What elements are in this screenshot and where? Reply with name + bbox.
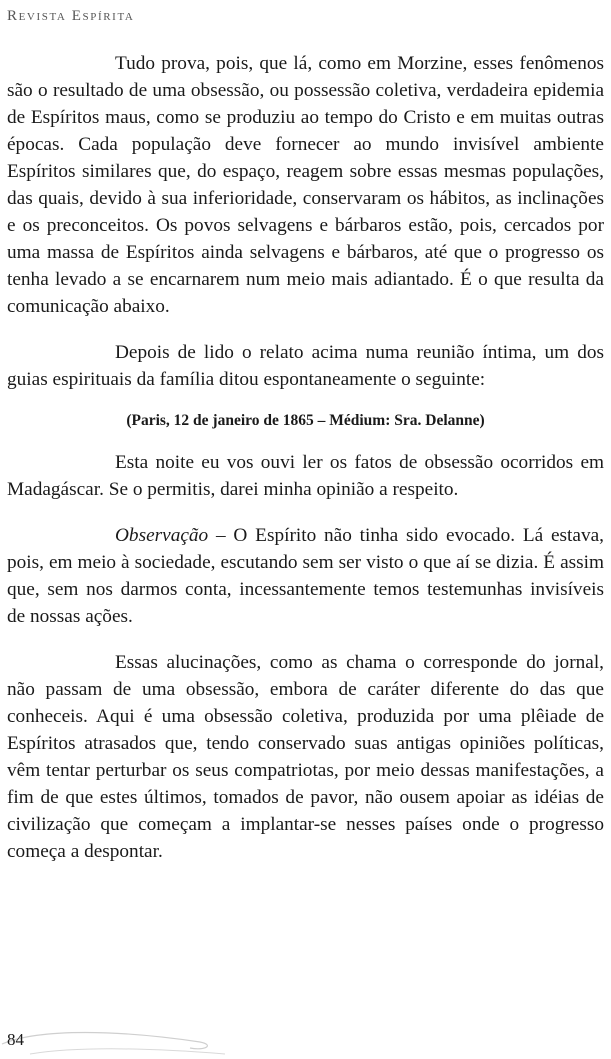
running-header: Revista Espírita (7, 8, 135, 24)
paragraph-observation (7, 522, 604, 630)
page-body (7, 50, 604, 865)
paragraph-2: Depois de lido o relato acima numa reunião íntima, um dos guias espirituais da família ditou espontaneamente o seguinte: (7, 342, 604, 390)
paragraph-5: Essas alucinações, como as chama o corresponde do jornal, não passam de uma obsessão, embora de caráter diferente do das que conheceis. Aqui é uma obsessão coletiva, produzida por uma plêiade de Espíritos atrasados que, tendo conservado suas antigas opiniões políticas, vêm tentar perturbar os seus compatriotas, por meio dessas manifestações, a fim de que estes últimos, tomados de pavor, não ousem apoiar as idéias de civilização que começam a implantar-se nesses países onde o progresso começa a despontar. (7, 652, 604, 862)
paragraph-3: Esta noite eu vos ouvi ler os fatos de obsessão ocorridos em Madagáscar. Se o permitis, darei minha opinião a respeito. (7, 452, 604, 500)
paragraph-1: Tudo prova, pois, que lá, como em Morzine, esses fenômenos são o resultado de uma obsessão, ou possessão coletiva, verdadeira epidemia de Espíritos maus, como se produziu ao tempo do Cristo e em muitas outras épocas. Cada população deve fornecer ao mundo invisível ambiente Espíritos similares que, do espaço, reagem sobre essas mesmas populações, das quais, devido à sua inferioridade, conservaram os hábitos, as inclinações e os preconceitos. Os povos selvagens e bárbaros estão, pois, cercados por uma massa de Espíritos ainda selvagens e bárbaros, até que o progresso os tenha levado a se encarnarem num meio mais adiantado. É o que resulta da comunicação abaixo. (7, 53, 604, 317)
observation-label: Observação (115, 525, 209, 546)
page-number: 84 (7, 1030, 24, 1049)
swirl-ornament-icon (0, 1024, 230, 1059)
observation-text: – O Espírito não tinha sido evocado. Lá estava, pois, em meio à sociedade, escutando sem ser visto o que aí se dizia. É assim que, sem nos darmos conta, incessantemente temos testemunhas invisíveis de nossas ações. (7, 525, 604, 627)
dateline: (Paris, 12 de janeiro de 1865 – Médium: Sra. Delanne) (126, 412, 485, 429)
